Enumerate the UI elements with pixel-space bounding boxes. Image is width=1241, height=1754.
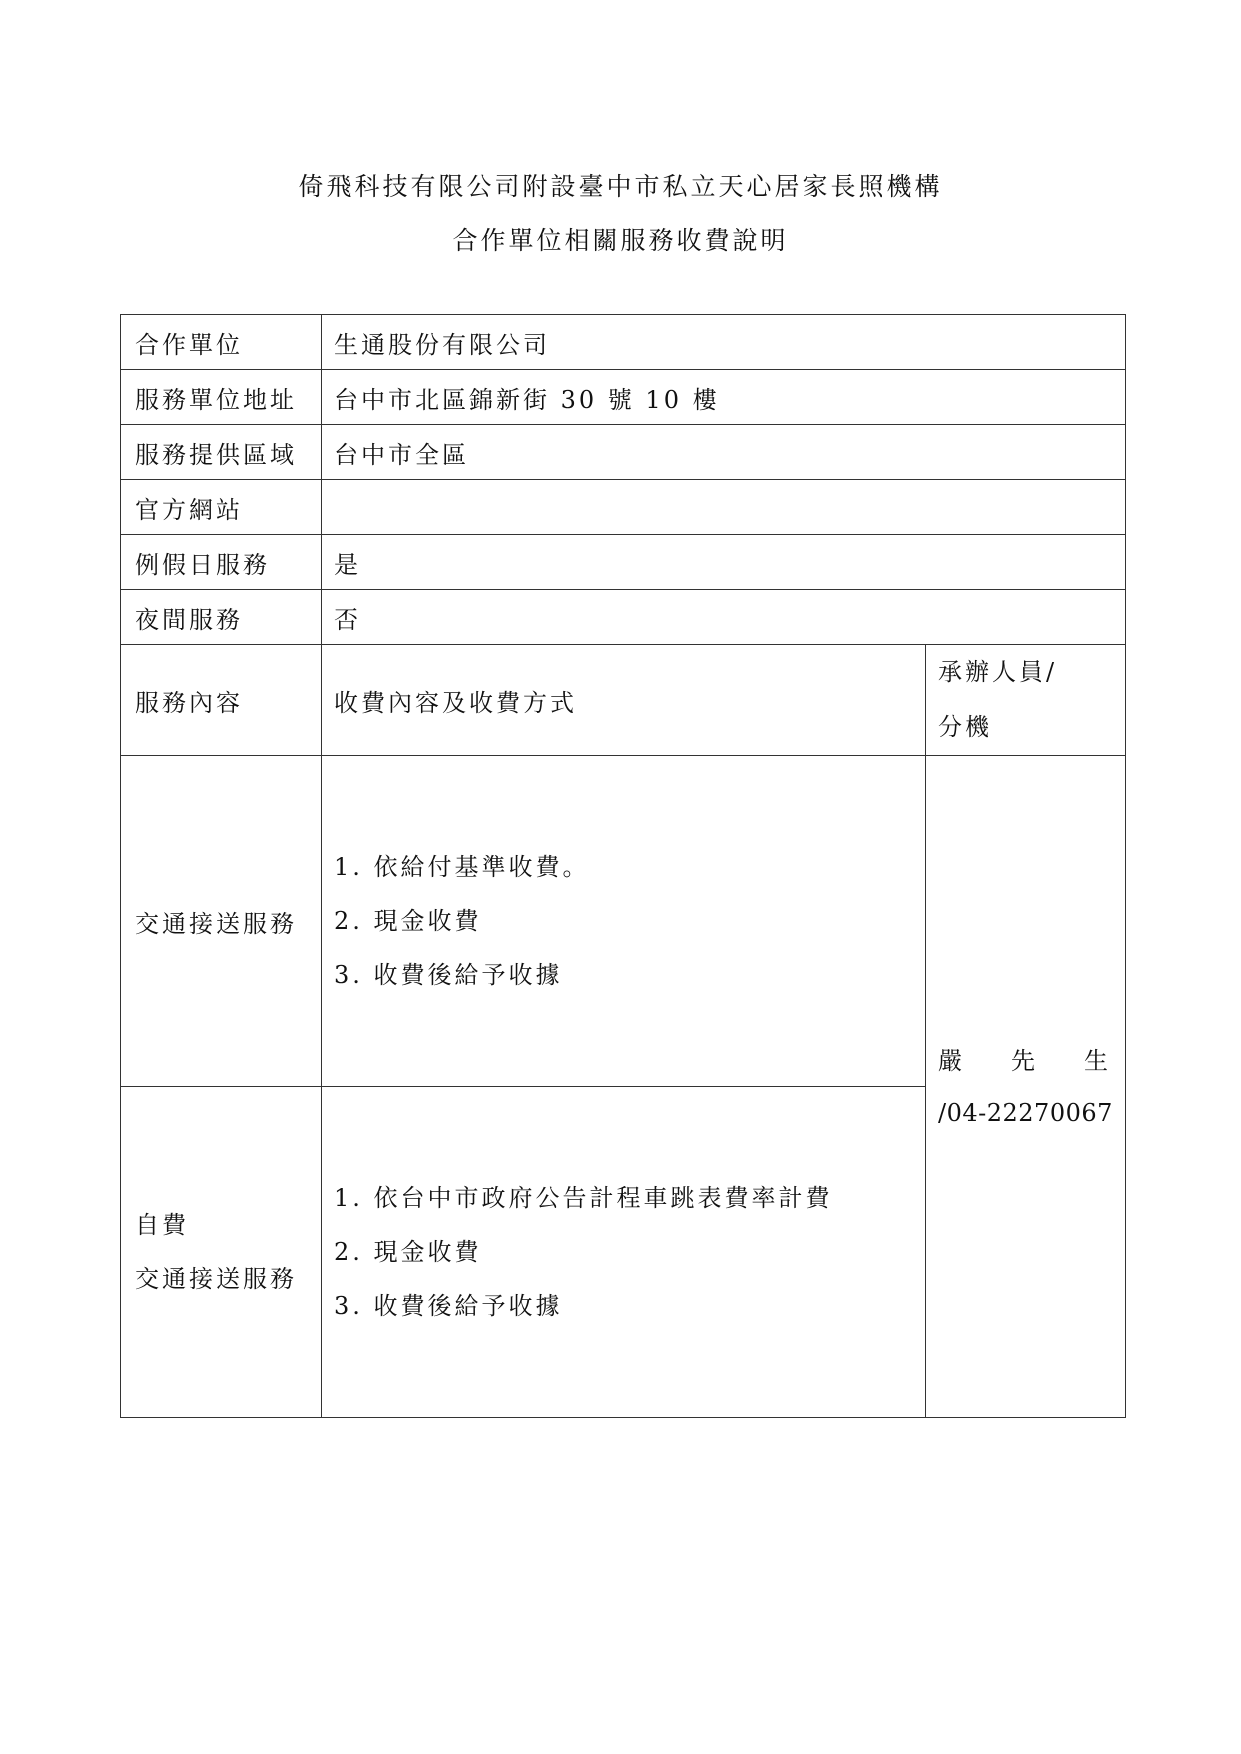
- contact-phone: /04-22270067: [938, 1098, 1113, 1127]
- holiday-service-value: 是: [322, 535, 1126, 590]
- row-website: [121, 480, 1126, 535]
- contact-header: [926, 645, 1126, 756]
- service-name-line1: 自費: [135, 1211, 189, 1239]
- fee-item: 2. 現金收費: [334, 1238, 482, 1266]
- website-label: 官方網站: [121, 480, 322, 535]
- service-name-self-pay: [121, 1087, 322, 1418]
- service-row-transport: [121, 756, 1126, 1087]
- contact-name: [938, 1035, 1113, 1087]
- fee-item: 3. 收費後給予收據: [334, 1292, 563, 1320]
- website-value: [322, 480, 1126, 535]
- document-title: 倚飛科技有限公司附設臺中市私立天心居家長照機構: [298, 172, 943, 201]
- contact-name-char: 嚴: [938, 1046, 965, 1075]
- row-address: [121, 370, 1126, 425]
- partner-value: 生通股份有限公司: [322, 315, 1126, 370]
- service-name-transport: 交通接送服務: [121, 756, 322, 1087]
- fee-item: 3. 收費後給予收據: [334, 961, 563, 989]
- fee-list-self-pay: [322, 1087, 926, 1418]
- service-name-line2: 交通接送服務: [135, 1265, 297, 1293]
- fee-list-transport: [322, 756, 926, 1087]
- fee-item: 1. 依給付基準收費。: [334, 853, 590, 881]
- night-service-label: 夜間服務: [121, 590, 322, 645]
- row-service-area: [121, 425, 1126, 480]
- contact-cell: [926, 756, 1126, 1418]
- address-label: 服務單位地址: [121, 370, 322, 425]
- address-value: 台中市北區錦新街 30 號 10 樓: [322, 370, 1126, 425]
- contact-name-char: 先: [1011, 1046, 1038, 1075]
- service-area-label: 服務提供區域: [121, 425, 322, 480]
- row-holiday-service: [121, 535, 1126, 590]
- service-header-row: [121, 645, 1126, 756]
- holiday-service-label: 例假日服務: [121, 535, 322, 590]
- service-content-header: 服務內容: [121, 645, 322, 756]
- service-area-value: 台中市全區: [322, 425, 1126, 480]
- contact-header-line1: 承辦人員/: [938, 658, 1058, 686]
- service-fee-table: [120, 314, 1126, 1418]
- document-subtitle: 合作單位相關服務收費說明: [452, 226, 789, 255]
- fee-method-header: 收費內容及收費方式: [322, 645, 926, 756]
- fee-item: 2. 現金收費: [334, 907, 482, 935]
- contact-header-line2: 分機: [938, 713, 992, 741]
- row-partner: [121, 315, 1126, 370]
- fee-item: 1. 依台中市政府公告計程車跳表費率計費: [334, 1184, 833, 1212]
- row-night-service: [121, 590, 1126, 645]
- partner-label: 合作單位: [121, 315, 322, 370]
- contact-name-char: 生: [1084, 1046, 1111, 1075]
- night-service-value: 否: [322, 590, 1126, 645]
